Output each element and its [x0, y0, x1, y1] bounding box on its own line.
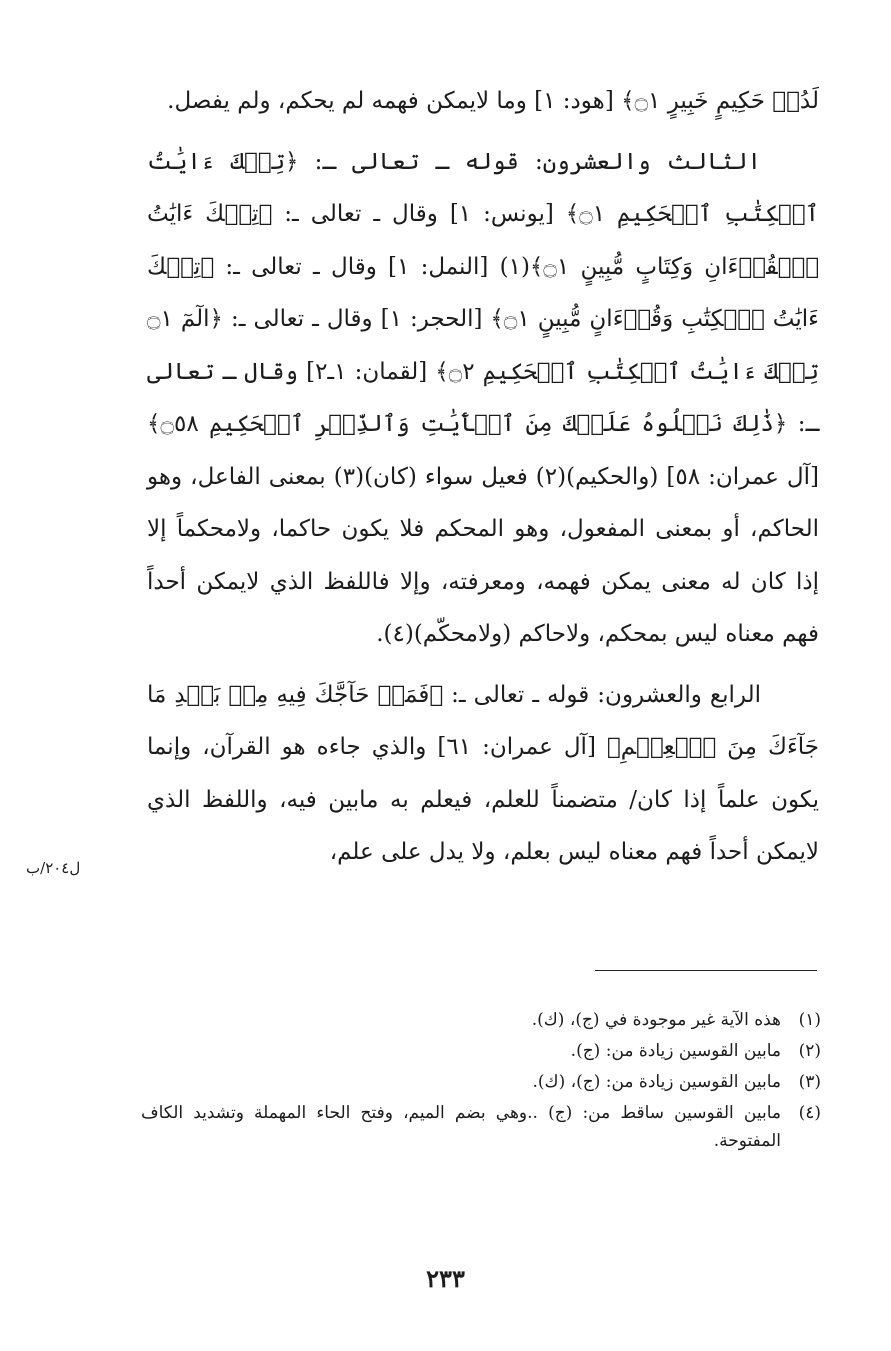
paragraph-twenty-fourth: الرابع والعشرون: قوله ـ تعالى ـ: ﴿فَمَنۡ حَآجَّكَ فِيهِ مِنۢ بَعۡدِ مَا جَآءَكَ مِنَ ٱلۡعِلۡمِ﴾ [آل عمران: ٦١] والذي جاءه هو القرآن، وإنما يكون علماً إذا كان/ متضمناً للعلم، فيعلم به مابين فيه، واللفظ الذي لايمكن أحداً فهم معناه ليس بعلم، ولا يدل على علم،	[147, 681, 819, 865]
paragraph-continuation: لَدُنۡ حَكِيمٍ خَبِيرٍ ۝١﴾ [هود: ١] وما لايمكن فهمه لم يحكم، ولم يفصل.	[167, 88, 819, 114]
footnote-text: مابين القوسين زيادة من: (ج)، (ك).	[532, 1072, 781, 1092]
footnote-separator	[595, 970, 817, 971]
footnote-number: (٣)	[798, 1072, 821, 1092]
footnote-item	[141, 1068, 821, 1096]
manuscript-folio-note: ل٢٠٤/ب	[26, 859, 81, 877]
footnote-item	[141, 1099, 821, 1155]
footnote-number: (٢)	[798, 1041, 821, 1061]
page-number: ٢٣٣	[426, 1264, 465, 1293]
footnotes-list	[141, 1006, 821, 1158]
footnote-number: (١)	[798, 1010, 821, 1030]
footnote-item	[141, 1037, 821, 1065]
main-text-block	[147, 75, 819, 887]
footnote-text: مابين القوسين ساقط من: (ج) ..وهي بضم الميم، وفتح الحاء المهملة وتشديد الكاف المفتوحة.	[141, 1103, 781, 1151]
footnote-number: (٤)	[798, 1103, 821, 1123]
paragraph-twenty-third: الثالث والعشرون: قوله ـ تعالى ـ: ﴿تِلۡكَ ءَايَٰتُ ٱلۡكِتَٰبِ ٱلۡحَكِيمِ ۝١﴾ [يونس: ١] وقال ـ تعالى ـ: ﴿تِلۡكَ ءَايَٰتُ ٱلۡقُرۡءَانِ وَكِتَابٍ مُّبِينٍ ۝١﴾(١) [النمل: ١] وقال ـ تعالى ـ: ﴿تِلۡكَ ءَايَٰتُ ٱلۡكِتَٰبِ وَقُرۡءَانٍ مُّبِينٍ ۝١﴾ [الحجر: ١] وقال ـ تعالى ـ: ﴿الٓمٓ ۝١ تِلۡكَ ءَايَٰتُ ٱلۡكِتَٰبِ ٱلۡحَكِيمِ ۝٢﴾ [لقمان: ١ـ٢] وقال ـ تعالى ـ: ﴿ذَٰلِكَ نَتۡلُوهُ عَلَيۡكَ مِنَ ٱلۡأٓيَٰتِ وَٱلذِّكۡرِ ٱلۡحَكِيمِ ۝٥٨﴾ [آل عمران: ٥٨] (والحكيم)(٢) فعيل سواء (كان)(٣) بمعنى الفاعل، وهو الحاكم، أو بمعنى المفعول، وهو المحكم فلا يكون حاكما، ولامحكماً إلا إذا كان له معنى يمكن فهمه، ومعرفته، وإلا فاللفظ الذي لايمكن أحداً فهم معناه ليس بمحكم، ولاحاكم (ولامحكّم)(٤).	[147, 148, 820, 647]
footnote-text: مابين القوسين زيادة من: (ج).	[570, 1041, 781, 1061]
footnote-item	[141, 1006, 821, 1034]
footnote-text: هذه الآية غير موجودة في (ج)، (ك).	[531, 1010, 781, 1030]
